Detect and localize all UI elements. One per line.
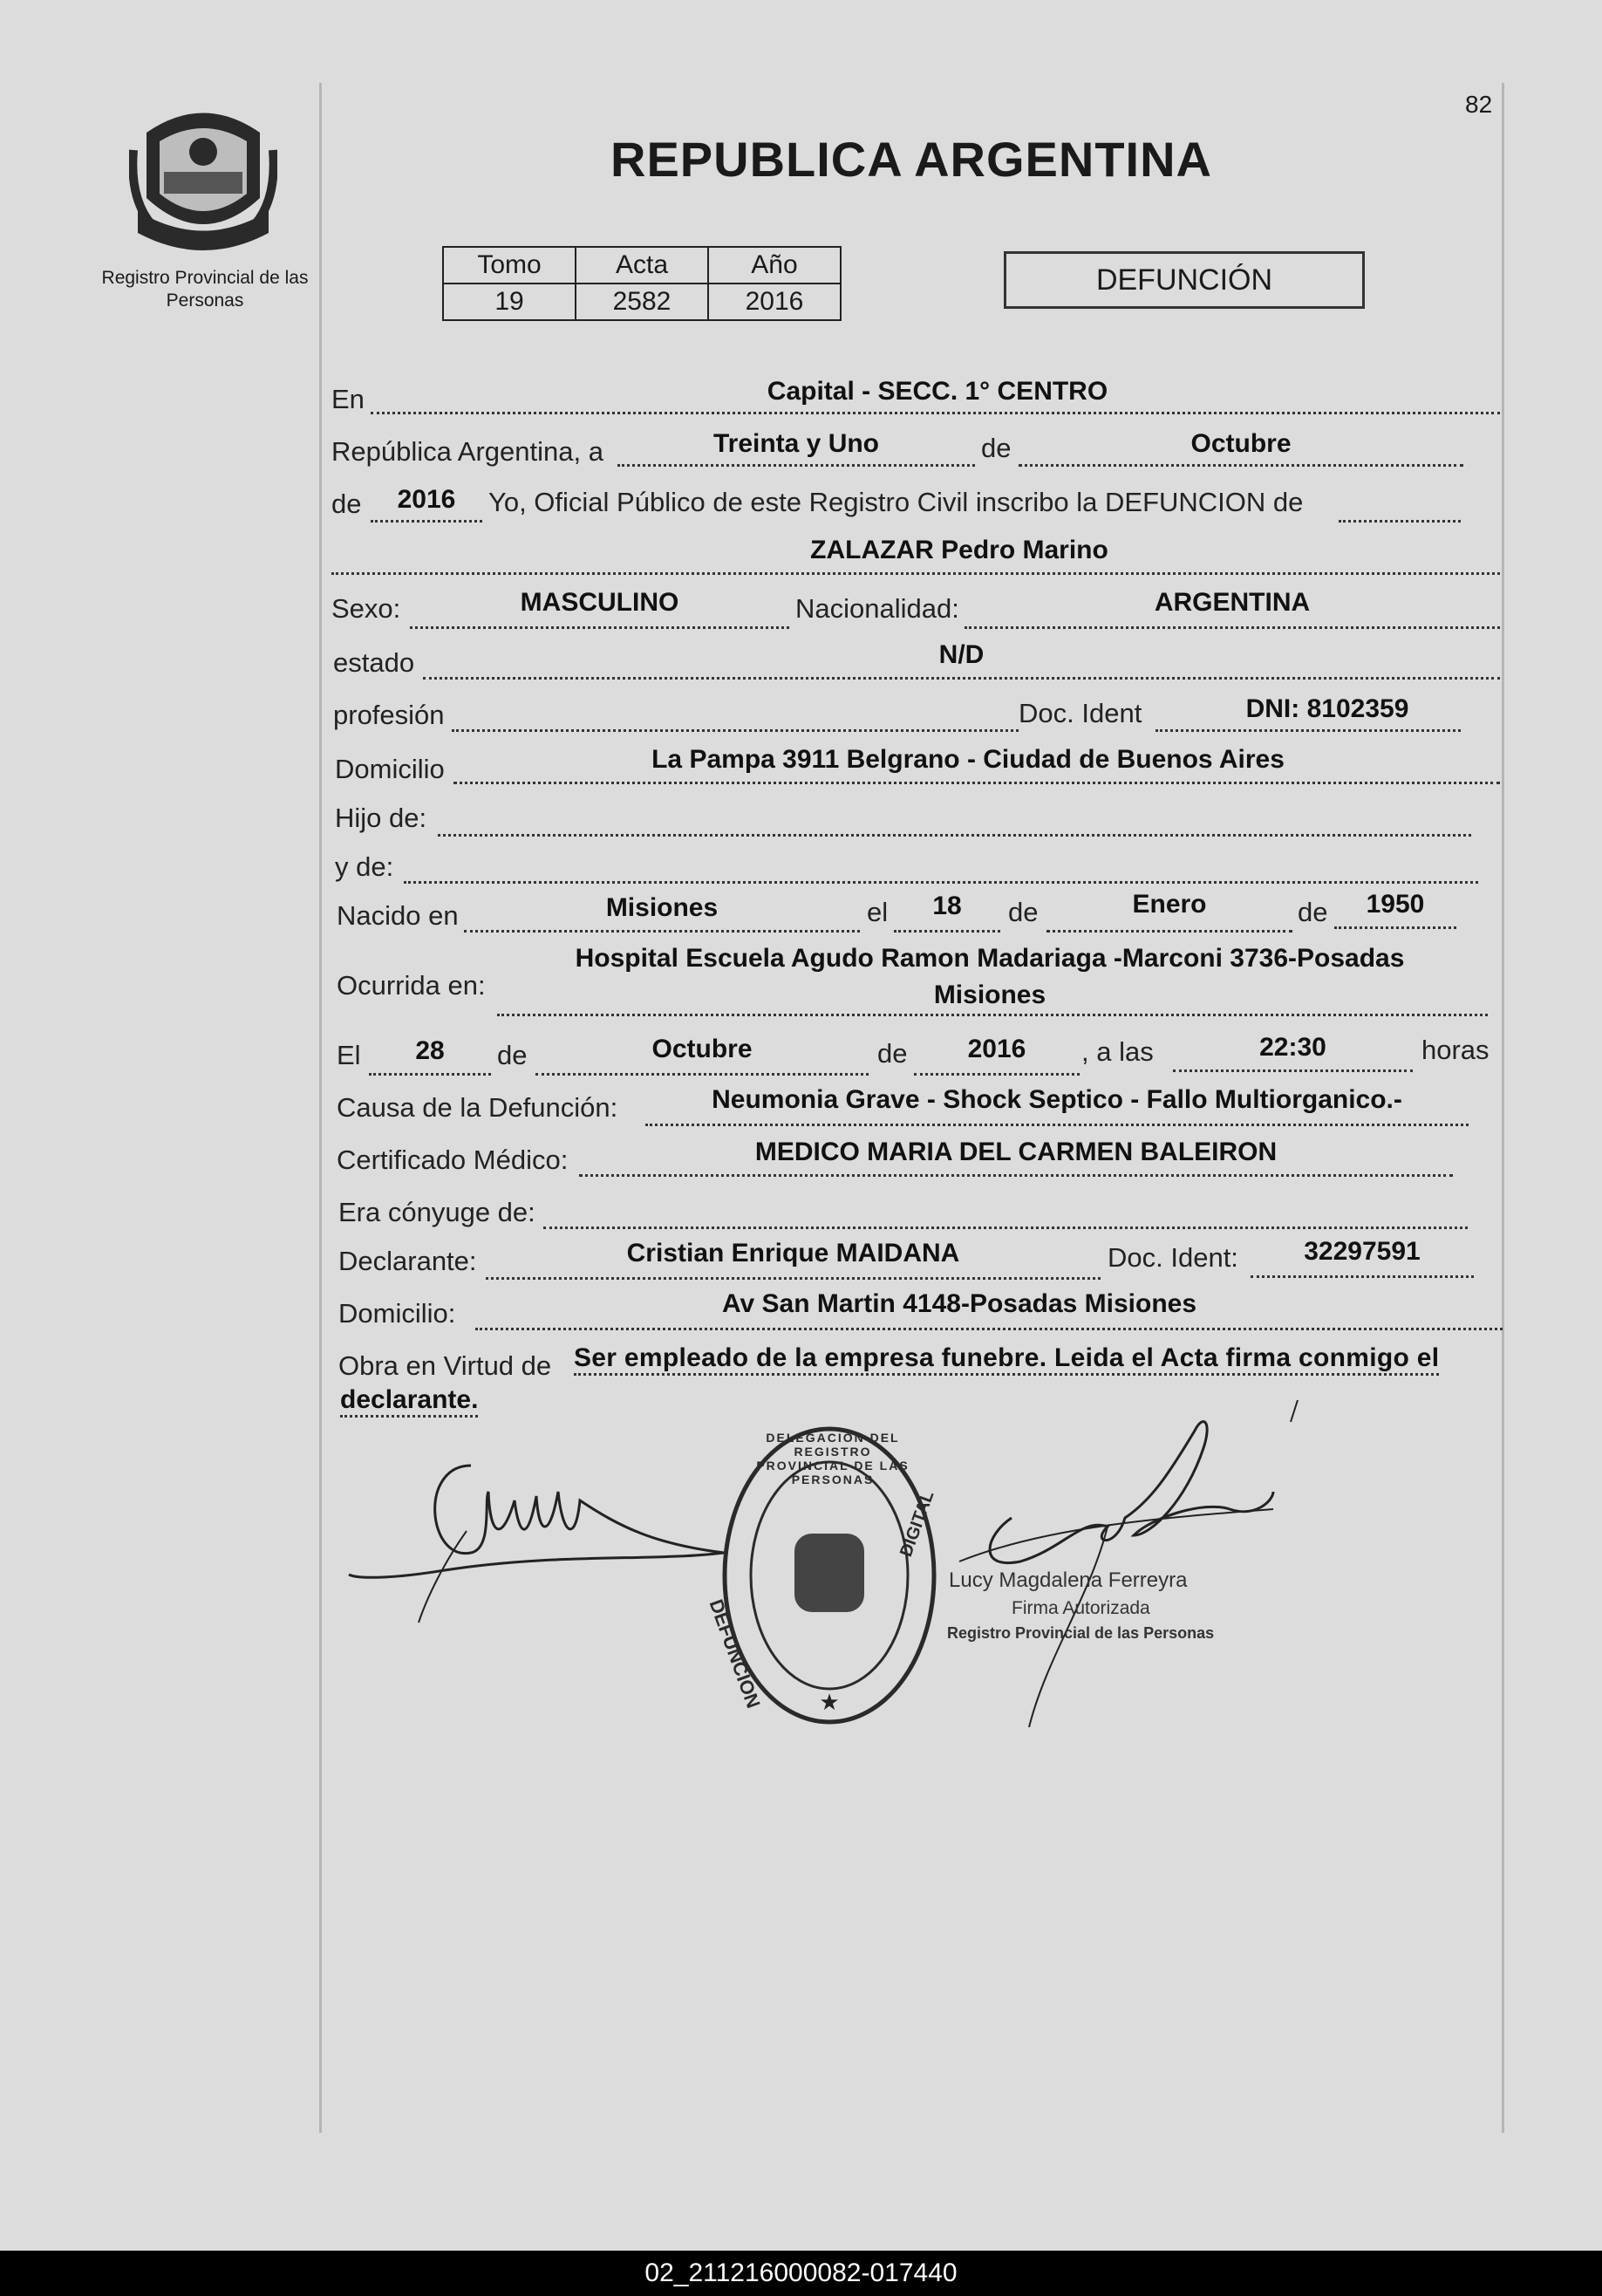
profesion-line — [452, 729, 1019, 732]
official-name: Lucy Magdalena Ferreyra — [949, 1568, 1188, 1592]
mes-line — [1019, 464, 1463, 467]
ocurrida-line — [497, 1014, 1488, 1016]
decl-doc-label: Doc. Ident: — [1108, 1242, 1238, 1273]
hijo-line — [438, 834, 1471, 837]
sexo-line — [410, 626, 789, 629]
table-header-acta: Acta — [576, 247, 708, 284]
declarante-value: Cristian Enrique MAIDANA — [626, 1239, 960, 1268]
estado-value: N/D — [938, 640, 985, 669]
anio-line — [371, 520, 482, 523]
nac-dia-line — [894, 930, 1000, 933]
en-value: Capital - SECC. 1° CENTRO — [767, 377, 1108, 406]
page-number: 82 — [1465, 91, 1493, 118]
fall-de-label-1: de — [497, 1040, 528, 1070]
causa-line — [645, 1124, 1469, 1126]
nacionalidad-label: Nacionalidad: — [795, 593, 959, 624]
declarante-line — [486, 1277, 1101, 1280]
stamp-inner-left: DEFUNCION — [705, 1596, 765, 1712]
declarante-label: Declarante: — [338, 1246, 477, 1276]
decl-doc-value: 32297591 — [1304, 1237, 1421, 1266]
obra-value-line2: declarante. — [340, 1385, 478, 1418]
footer-id-bar — [0, 2251, 1602, 2296]
nac-anio-value: 1950 — [1366, 890, 1425, 919]
fall-de-label-2: de — [877, 1038, 908, 1069]
nacido-value: Misiones — [605, 893, 719, 922]
dia-value: Treinta y Uno — [712, 429, 880, 458]
el-label: el — [867, 897, 889, 927]
stamp-outer-text: DELEGACION DEL REGISTRO PROVINCIAL DE LAS PERSONAS — [756, 1431, 910, 1486]
fall-dia-value: 28 — [415, 1036, 445, 1065]
decl-dom-value: Av San Martin 4148-Posadas Misiones — [721, 1289, 1197, 1318]
cert-line — [579, 1174, 1453, 1177]
domicilio-label: Domicilio — [335, 754, 445, 784]
table-value-anio: 2016 — [708, 284, 841, 320]
yde-label: y de: — [335, 851, 394, 882]
fall-anio-line — [914, 1073, 1080, 1076]
ocurrida-label: Ocurrida en: — [337, 970, 486, 1001]
sexo-value: MASCULINO — [520, 588, 679, 617]
fall-dia-line — [369, 1073, 491, 1076]
ocurrida-value-line2: Misiones — [933, 981, 1046, 1009]
nombre-pre-line — [1339, 520, 1461, 523]
anio-prefix: de — [331, 489, 362, 519]
nombre-line — [331, 572, 1500, 575]
table-header-anio: Año — [708, 247, 841, 284]
document-title: REPUBLICA ARGENTINA — [610, 132, 1212, 187]
en-label: En — [331, 384, 365, 414]
declarante-signature — [340, 1448, 759, 1631]
causa-label: Causa de la Defunción: — [337, 1092, 618, 1123]
registry-caption: Registro Provincial de las Personas — [101, 268, 309, 311]
province-seal-logo — [129, 98, 277, 255]
official-role: Firma Autorizada — [1012, 1598, 1150, 1618]
nacionalidad-value: ARGENTINA — [1154, 588, 1311, 617]
nac-mes-line — [1046, 930, 1292, 933]
nac-anio-line — [1334, 926, 1456, 929]
el2-label: El — [337, 1040, 361, 1070]
doc-label: Doc. Ident — [1019, 698, 1142, 728]
cert-value: MEDICO MARIA DEL CARMEN BALEIRON — [754, 1138, 1278, 1166]
republica-label: República Argentina, a — [331, 436, 603, 467]
nacionalidad-line — [965, 626, 1500, 629]
table-value-acta: 2582 — [576, 284, 708, 320]
obra-value-line1: Ser empleado de la empresa funebre. Leida el Acta firma conmigo el — [574, 1343, 1439, 1376]
dia-line — [617, 464, 975, 467]
deceased-name: ZALAZAR Pedro Marino — [810, 536, 1108, 564]
obra-label: Obra en Virtud de — [338, 1350, 552, 1381]
tomo-acta-anio-table — [442, 246, 842, 321]
decl-dom-line — [475, 1328, 1503, 1330]
conyuge-label: Era cónyuge de: — [338, 1197, 535, 1227]
official-signature — [942, 1396, 1308, 1727]
domicilio-value: La Pampa 3911 Belgrano - Ciudad de Buenos Aires — [651, 745, 1285, 774]
anio-value: 2016 — [397, 485, 456, 514]
estado-line — [423, 677, 1500, 680]
horas-label: horas — [1421, 1035, 1490, 1065]
yde-line — [404, 881, 1478, 884]
stamp-inner-right: DIGITAL — [896, 1488, 938, 1560]
hijo-label: Hijo de: — [335, 803, 427, 833]
cert-label: Certificado Médico: — [337, 1145, 569, 1175]
nacido-label: Nacido en — [337, 900, 459, 931]
nac-dia-value: 18 — [932, 892, 962, 920]
decl-doc-line — [1251, 1275, 1474, 1278]
doc-value: DNI: 8102359 — [1245, 694, 1409, 723]
table-header-tomo: Tomo — [443, 247, 576, 284]
mes-value: Octubre — [1190, 429, 1292, 458]
fall-anio-value: 2016 — [967, 1035, 1026, 1063]
hora-value: 22:30 — [1259, 1033, 1326, 1062]
a-las-label: , a las — [1081, 1036, 1154, 1067]
official-org: Registro Provincial de las Personas — [947, 1624, 1215, 1642]
footer-id: 02_211216000082-017440 — [644, 2258, 958, 2287]
nac-de-label-1: de — [1008, 897, 1039, 927]
fall-mes-value: Octubre — [651, 1035, 753, 1063]
profesion-label: profesión — [333, 700, 445, 730]
left-margin-line — [319, 83, 322, 2133]
nac-de-label-2: de — [1298, 897, 1328, 927]
conyuge-line — [543, 1227, 1468, 1229]
hora-line — [1173, 1069, 1413, 1072]
nacido-line — [464, 930, 860, 933]
right-margin-line — [1502, 83, 1504, 2133]
estado-label: estado — [333, 647, 415, 678]
en-line — [371, 412, 1500, 414]
decl-dom-label: Domicilio: — [338, 1298, 456, 1329]
document-type-box: DEFUNCIÓN — [1004, 251, 1365, 309]
sexo-label: Sexo: — [331, 593, 401, 624]
causa-value: Neumonia Grave - Shock Septico - Fallo Multiorganico.- — [712, 1085, 1402, 1114]
domicilio-line — [453, 782, 1500, 784]
de-label-1: de — [981, 433, 1012, 463]
ocurrida-value-line1: Hospital Escuela Agudo Ramon Madariaga -Marconi 3736-Posadas — [575, 944, 1405, 973]
nac-mes-value: Enero — [1132, 890, 1207, 919]
fall-mes-line — [535, 1073, 869, 1076]
doc-line — [1155, 729, 1461, 732]
oficial-text: Yo, Oficial Público de este Registro Civil inscribo la DEFUNCION de — [488, 487, 1304, 517]
table-value-tomo: 19 — [443, 284, 576, 320]
svg-text:★: ★ — [819, 1689, 840, 1715]
